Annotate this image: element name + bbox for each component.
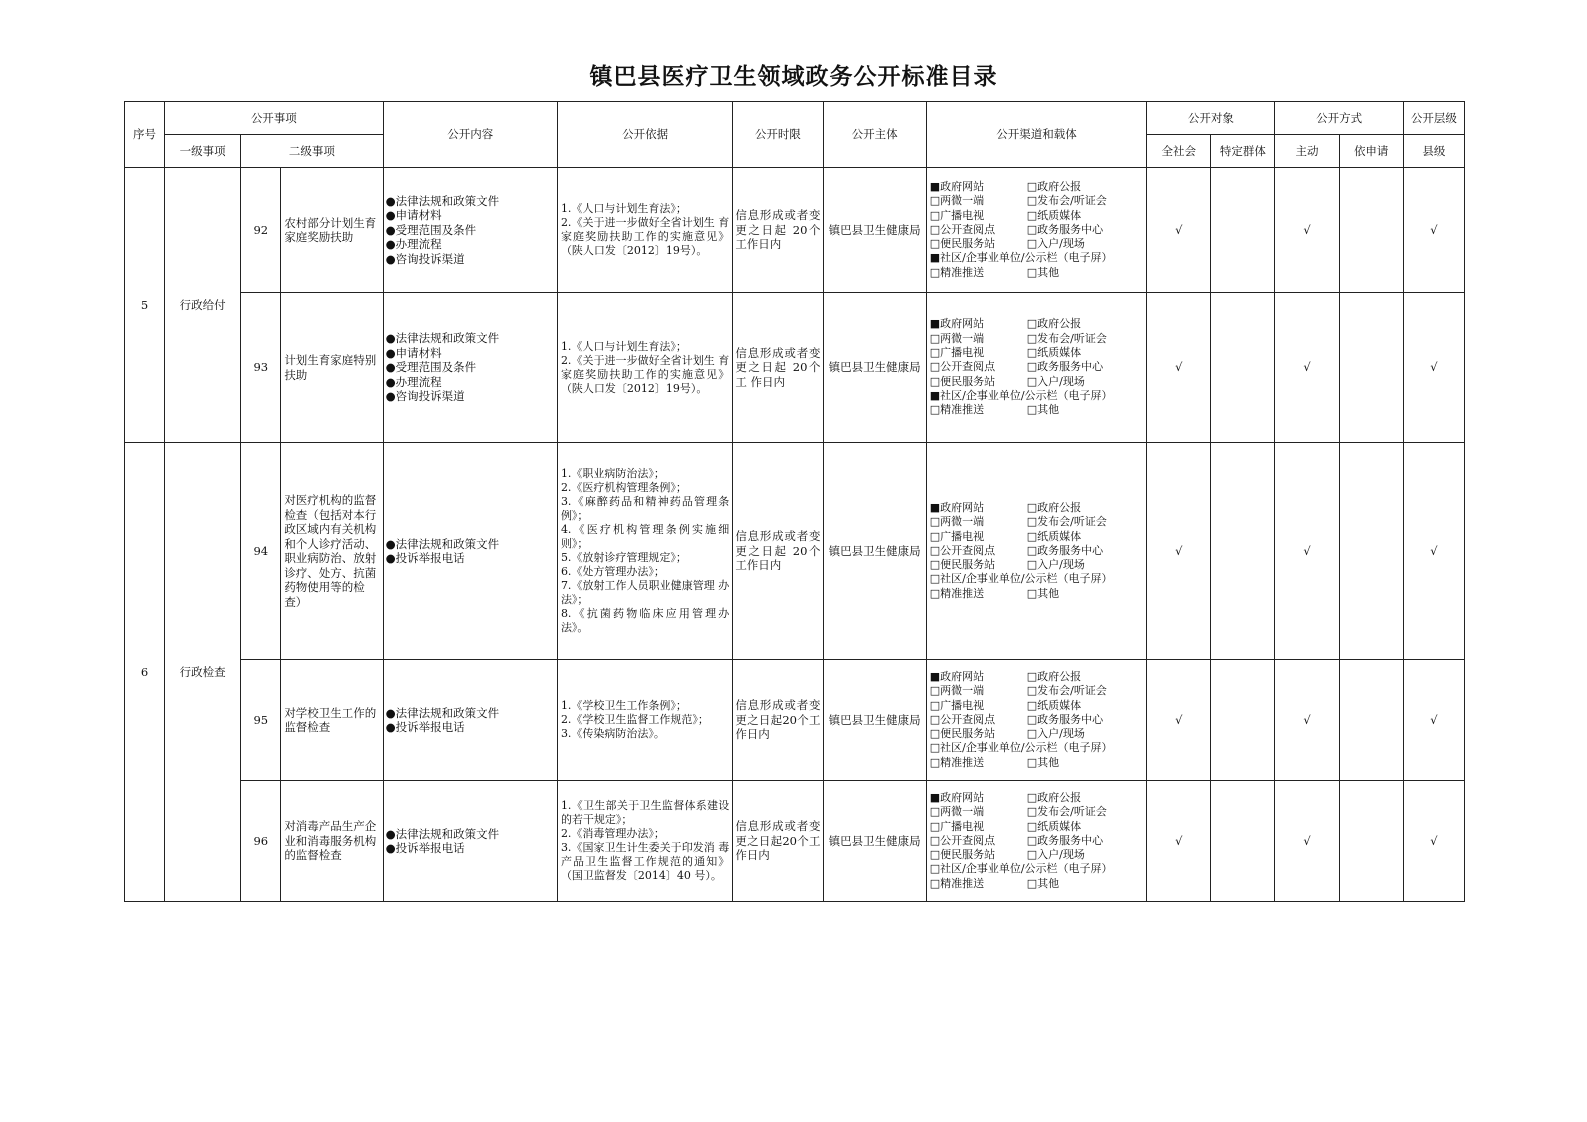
channel-option: □公开查阅点: [929, 222, 996, 236]
header-level: 公开层级: [1403, 102, 1464, 135]
table-row: [125, 293, 1465, 443]
content-line: ●申请材料: [385, 345, 442, 360]
header-basis: 公开依据: [557, 102, 732, 168]
channel-option: □便民服务站: [929, 237, 996, 251]
channel-line: [930, 791, 1143, 805]
header-channel: 公开渠道和载体: [926, 102, 1146, 168]
channel-option: □政府公报: [1026, 790, 1082, 804]
method-active-check: √: [1275, 168, 1339, 293]
table-body: [125, 168, 1465, 902]
channel-line: [930, 403, 1143, 417]
level-county-check: √: [1403, 293, 1464, 443]
channel-line: [930, 713, 1143, 727]
item-level2-cell: 计划生育家庭特别 扶助: [281, 293, 383, 443]
channel-line: [930, 741, 1143, 755]
channel-line: [930, 834, 1143, 848]
content-line: ●受理范围及条件: [385, 360, 477, 375]
time-limit-cell: 信息形成或者变更之日起 20个工作日内: [733, 443, 823, 660]
channel-option: □入户/现场: [1026, 848, 1085, 862]
content-cell: [383, 781, 557, 902]
basis-cell: [557, 293, 732, 443]
channel-line: [930, 670, 1143, 684]
method-request-check: [1339, 660, 1403, 781]
channel-option: □政务服务中心: [1026, 360, 1104, 374]
channel-line: [930, 266, 1143, 280]
channel-line: [930, 515, 1143, 529]
channel-option: □政务服务中心: [1026, 222, 1104, 236]
item-level2-cell: 对学校卫生工作的监督检查: [281, 660, 383, 781]
header-target-all: 全社会: [1147, 135, 1211, 168]
time-limit-cell: 信息形成或者变更之日起20个工作日内: [733, 660, 823, 781]
basis-line: 1.《学校卫生工作条例》；: [560, 699, 687, 712]
channel-option: □公开查阅点: [929, 712, 996, 726]
header-level2: 二级事项: [241, 135, 383, 168]
channel-option: □入户/现场: [1026, 374, 1085, 388]
channel-option: □政务服务中心: [1026, 712, 1104, 726]
basis-line: 4.《医疗机构管理条例实施细则》；: [560, 523, 730, 550]
channel-option: □其他: [1026, 876, 1060, 890]
channel-line: [930, 848, 1143, 862]
channel-line: [930, 237, 1143, 251]
basis-cell: [557, 168, 732, 293]
target-all-check: √: [1147, 781, 1211, 902]
basis-line: 1.《人口与计划生育法》；: [560, 202, 687, 215]
basis-cell: [557, 660, 732, 781]
channel-line: [930, 862, 1143, 876]
channel-option: □便民服务站: [929, 727, 996, 741]
basis-cell: [557, 781, 732, 902]
channel-option: □便民服务站: [929, 558, 996, 572]
channel-option: □发布会/听证会: [1026, 684, 1107, 698]
channel-option: ■政府网站: [929, 500, 985, 514]
channel-cell: [926, 660, 1146, 781]
channel-line: [930, 587, 1143, 601]
channel-option: □其他: [1026, 265, 1060, 279]
header-method: 公开方式: [1275, 102, 1403, 135]
channel-option: □纸质媒体: [1026, 346, 1082, 360]
channel-option: □精准推送: [929, 403, 985, 417]
channel-option: □精准推送: [929, 876, 985, 890]
subject-cell: 镇巴县卫生健康局: [823, 660, 926, 781]
method-active-check: √: [1275, 660, 1339, 781]
content-line: ●办理流程: [385, 237, 442, 252]
basis-line: 8.《抗菌药物临床应用管理办法》。: [560, 607, 730, 634]
basis-line: 2.《关于进一步做好全省计划生 育家庭奖励扶助工作的实施意见》（陕人口发〔2012〕19号）。: [560, 353, 730, 395]
basis-line: 2.《关于进一步做好全省计划生 育家庭奖励扶助工作的实施意见》（陕人口发〔2012〕19号）。: [560, 216, 730, 257]
channel-line: [930, 209, 1143, 223]
group-level1-cell: 行政给付: [165, 168, 241, 443]
method-active-check: √: [1275, 781, 1339, 902]
content-line: ●投诉举报电话: [385, 841, 465, 855]
channel-line: [930, 360, 1143, 374]
channel-option: □社区/企事业单位/公示栏（电子屏）: [929, 862, 1113, 876]
channel-option: ■政府网站: [929, 669, 985, 683]
header-row-1: [125, 102, 1465, 135]
channel-line: [930, 389, 1143, 403]
level-county-check: √: [1403, 781, 1464, 902]
channel-option: □纸质媒体: [1026, 819, 1082, 833]
content-line: ●申请材料: [385, 208, 442, 223]
channel-option: □便民服务站: [929, 374, 996, 388]
channel-option: □发布会/听证会: [1026, 194, 1107, 208]
content-line: ●法律法规和政策文件: [385, 705, 500, 720]
channel-option: □两微一端: [929, 331, 985, 345]
basis-line: 1.《人口与计划生育法》；: [560, 339, 687, 353]
basis-line: 3.《传染病防治法》。: [560, 727, 665, 740]
target-group-check: [1211, 293, 1275, 443]
channel-line: [930, 194, 1143, 208]
item-level2-cell: 农村部分计划生育 家庭奖励扶助: [281, 168, 383, 293]
channel-cell: [926, 781, 1146, 902]
content-cell: [383, 443, 557, 660]
target-all-check: √: [1147, 168, 1211, 293]
item-number-cell: 95: [241, 660, 281, 781]
channel-line: [930, 375, 1143, 389]
channel-option: □两微一端: [929, 194, 985, 208]
content-line: ●咨询投诉渠道: [385, 251, 465, 266]
channel-line: [930, 223, 1143, 237]
channel-option: □政务服务中心: [1026, 833, 1104, 847]
header-seq: 序号: [125, 102, 165, 168]
channel-option: □发布会/听证会: [1026, 331, 1107, 345]
item-number-cell: 96: [241, 781, 281, 902]
item-number-cell: 93: [241, 293, 281, 443]
channel-option: ■政府网站: [929, 790, 985, 804]
channel-cell: [926, 293, 1146, 443]
channel-option: □社区/企事业单位/公示栏（电子屏）: [929, 572, 1113, 586]
channel-option: □政务服务中心: [1026, 543, 1104, 557]
basis-line: 2.《医疗机构管理条例》；: [560, 481, 687, 494]
group-seq-cell: 6: [125, 443, 165, 902]
header-method-active: 主动: [1275, 135, 1339, 168]
channel-option: □广播电视: [929, 346, 985, 360]
channel-option: □广播电视: [929, 698, 985, 712]
table-row: [125, 168, 1465, 293]
channel-line: [930, 317, 1143, 331]
channel-option: □其他: [1026, 403, 1060, 417]
channel-option: □两微一端: [929, 515, 985, 529]
channel-option: □政府公报: [1026, 669, 1082, 683]
content-line: ●咨询投诉渠道: [385, 389, 465, 404]
header-content: 公开内容: [383, 102, 557, 168]
basis-line: 5.《放射诊疗管理规定》；: [560, 551, 687, 564]
channel-option: ■政府网站: [929, 317, 985, 331]
channel-line: [930, 530, 1143, 544]
channel-option: □社区/企事业单位/公示栏（电子屏）: [929, 741, 1113, 755]
content-cell: [383, 660, 557, 781]
channel-option: □发布会/听证会: [1026, 515, 1107, 529]
target-all-check: √: [1147, 293, 1211, 443]
channel-option: □精准推送: [929, 755, 985, 769]
time-limit-cell: 信息形成或者变更之日起 20个工 作日内: [733, 293, 823, 443]
basis-line: 6.《处方管理办法》；: [560, 565, 665, 578]
content-line: ●法律法规和政策文件: [385, 826, 500, 841]
subject-cell: 镇巴县卫生健康局: [823, 293, 926, 443]
header-method-request: 依申请: [1339, 135, 1403, 168]
channel-line: [930, 251, 1143, 265]
subject-cell: 镇巴县卫生健康局: [823, 443, 926, 660]
time-limit-cell: 信息形成或者变更之日起 20个工作日内: [733, 168, 823, 293]
channel-line: [930, 699, 1143, 713]
channel-line: [930, 727, 1143, 741]
table-row: [125, 660, 1465, 781]
header-level1: 一级事项: [165, 135, 241, 168]
table-row: [125, 443, 1465, 660]
channel-option: □入户/现场: [1026, 727, 1085, 741]
catalog-table: [124, 101, 1465, 902]
channel-line: [930, 501, 1143, 515]
channel-line: [930, 332, 1143, 346]
channel-line: [930, 820, 1143, 834]
level-county-check: √: [1403, 168, 1464, 293]
channel-line: [930, 558, 1143, 572]
method-request-check: [1339, 781, 1403, 902]
channel-option: □精准推送: [929, 586, 985, 600]
basis-line: 3.《国家卫生计生委关于印发消 毒产品卫生监督工作规范的通知》（国卫监督发〔2014〕40 号）。: [560, 841, 730, 882]
target-group-check: [1211, 443, 1275, 660]
target-group-check: [1211, 781, 1275, 902]
content-line: ●受理范围及条件: [385, 222, 477, 237]
channel-option: □精准推送: [929, 265, 985, 279]
group-level1-cell: 行政检查: [165, 443, 241, 902]
channel-option: □便民服务站: [929, 848, 996, 862]
level-county-check: √: [1403, 443, 1464, 660]
channel-option: ■社区/企事业单位/公示栏（电子屏）: [929, 388, 1113, 402]
channel-option: ■社区/企事业单位/公示栏（电子屏）: [929, 251, 1113, 265]
basis-line: 2.《学校卫生监督工作规范》；: [560, 713, 709, 726]
header-matters: 公开事项: [165, 102, 383, 135]
basis-line: 1.《卫生部关于卫生监督体系建设的若干规定》；: [560, 799, 730, 826]
content-line: ●投诉举报电话: [385, 720, 465, 734]
subject-cell: 镇巴县卫生健康局: [823, 781, 926, 902]
channel-line: [930, 572, 1143, 586]
header-target-group: 特定群体: [1211, 135, 1275, 168]
content-cell: [383, 168, 557, 293]
channel-line: [930, 684, 1143, 698]
channel-option: □政府公报: [1026, 179, 1082, 193]
time-limit-cell: 信息形成或者变更之日起20个工作日内: [733, 781, 823, 902]
document-title: 镇巴县医疗卫生领域政务公开标准目录: [589, 64, 998, 90]
method-request-check: [1339, 293, 1403, 443]
content-line: ●投诉举报电话: [385, 551, 465, 565]
method-active-check: √: [1275, 443, 1339, 660]
channel-option: □广播电视: [929, 208, 985, 222]
channel-line: [930, 877, 1143, 891]
channel-option: □入户/现场: [1026, 558, 1085, 572]
method-request-check: [1339, 443, 1403, 660]
channel-option: □广播电视: [929, 529, 985, 543]
item-level2-cell: 对消毒产品生产企业和消毒服务机构的监督检查: [281, 781, 383, 902]
channel-line: [930, 544, 1143, 558]
channel-option: □两微一端: [929, 684, 985, 698]
channel-option: ■政府网站: [929, 179, 985, 193]
content-line: ●办理流程: [385, 374, 442, 389]
header-subject: 公开主体: [823, 102, 926, 168]
header-level-county: 县级: [1403, 135, 1464, 168]
channel-option: □两微一端: [929, 805, 985, 819]
channel-option: □纸质媒体: [1026, 208, 1082, 222]
content-line: ●法律法规和政策文件: [385, 193, 500, 208]
content-line: ●法律法规和政策文件: [385, 331, 500, 346]
subject-cell: 镇巴县卫生健康局: [823, 168, 926, 293]
channel-option: □广播电视: [929, 819, 985, 833]
header-time-limit: 公开时限: [733, 102, 823, 168]
content-cell: [383, 293, 557, 443]
channel-option: □入户/现场: [1026, 237, 1085, 251]
method-active-check: √: [1275, 293, 1339, 443]
channel-option: □其他: [1026, 755, 1060, 769]
item-level2-cell: 对医疗机构的监督检查（包括对本行政区域内有关机构 和个人诊疗活动、 职业病防治、放射诊疗、处方、抗菌药物使用等的检查）: [281, 443, 383, 660]
channel-cell: [926, 168, 1146, 293]
channel-option: □纸质媒体: [1026, 698, 1082, 712]
level-county-check: √: [1403, 660, 1464, 781]
method-request-check: [1339, 168, 1403, 293]
channel-line: [930, 346, 1143, 360]
channel-option: □纸质媒体: [1026, 529, 1082, 543]
target-all-check: √: [1147, 443, 1211, 660]
channel-option: □公开查阅点: [929, 543, 996, 557]
basis-line: 3.《麻醉药品和精神药品管理条例》；: [560, 495, 730, 522]
channel-line: [930, 756, 1143, 770]
target-group-check: [1211, 168, 1275, 293]
channel-line: [930, 805, 1143, 819]
group-seq-cell: 5: [125, 168, 165, 443]
channel-option: □发布会/听证会: [1026, 805, 1107, 819]
channel-option: □政府公报: [1026, 317, 1082, 331]
channel-line: [930, 180, 1143, 194]
table-row: [125, 781, 1465, 902]
basis-cell: [557, 443, 732, 660]
channel-option: □公开查阅点: [929, 360, 996, 374]
channel-option: □政府公报: [1026, 500, 1082, 514]
item-number-cell: 92: [241, 168, 281, 293]
target-group-check: [1211, 660, 1275, 781]
header-target: 公开对象: [1147, 102, 1275, 135]
channel-option: □公开查阅点: [929, 833, 996, 847]
channel-cell: [926, 443, 1146, 660]
target-all-check: √: [1147, 660, 1211, 781]
item-number-cell: 94: [241, 443, 281, 660]
basis-line: 7.《放射工作人员职业健康管理 办法》；: [560, 579, 730, 606]
basis-line: 1.《职业病防治法》；: [560, 467, 665, 480]
basis-line: 2.《消毒管理办法》；: [560, 827, 665, 840]
content-line: ●法律法规和政策文件: [385, 536, 500, 551]
channel-option: □其他: [1026, 586, 1060, 600]
